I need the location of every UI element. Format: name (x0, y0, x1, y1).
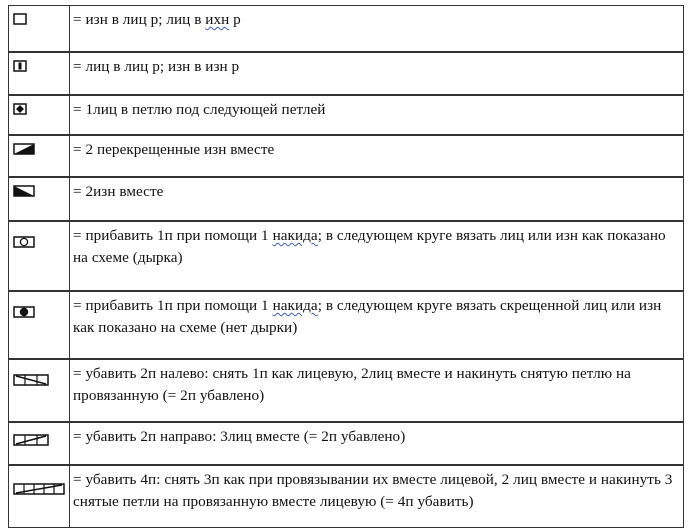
legend-row-knit-below (8, 95, 684, 135)
legend-row-decrease-right (8, 422, 684, 465)
legend-text: = убавить 2п направо: 3лиц вместе (= 2п убавлено) (73, 428, 406, 445)
legend-text (73, 295, 679, 339)
symbol-cell (9, 6, 70, 51)
left-triangle-box-icon (13, 185, 35, 197)
symbol-cell (9, 466, 70, 527)
symbol-cell (9, 222, 70, 290)
legend-row-crossed-purl-two (8, 135, 684, 177)
legend-text: = 1лиц в петлю под следующей петлей (73, 101, 326, 118)
symbol-cell (9, 178, 70, 220)
right-decrease-triple-box-icon (13, 434, 49, 446)
legend-text-part: = изн в лиц р; лиц в (73, 11, 206, 28)
legend-row-purl-knit (8, 5, 684, 52)
legend-row-knit-knit (8, 52, 684, 95)
symbol-cell (9, 96, 70, 134)
legend-row-yarn-over-no-hole (8, 291, 684, 359)
legend-row-purl-two (8, 177, 684, 221)
symbol-cell (9, 423, 70, 464)
filled-circle-double-box-icon (13, 306, 35, 318)
legend-text-part: р (229, 11, 241, 28)
legend-text-flagged: накида (272, 227, 318, 244)
open-circle-double-box-icon (13, 236, 35, 248)
legend-row-decrease-four (8, 465, 684, 528)
legend-text-flagged: накида (272, 297, 318, 314)
legend-row-yarn-over-hole (8, 221, 684, 291)
legend-text-part: = прибавить 1п при помощи 1 (73, 297, 273, 314)
decrease-four-box-icon (13, 483, 65, 495)
empty-square-icon (13, 13, 27, 25)
filled-diamond-square-icon (13, 103, 27, 115)
legend-text: = лиц в лиц р; изн в изн р (73, 58, 240, 75)
vertical-bar-square-icon (13, 60, 27, 72)
symbol-cell (9, 136, 70, 176)
legend-text: = 2изн вместе (73, 183, 164, 200)
legend-text (73, 9, 679, 31)
legend-text-part: ; в следующем круге вязать лиц или изн как показано на схеме (дырка) (73, 227, 666, 266)
legend-text-flagged: ихн (205, 11, 230, 28)
symbol-cell (9, 292, 70, 358)
legend-text: = убавить 2п налево: снять 1п как лицевую, 2лиц вместе и накинуть снятую петлю на провязанную (= 2п убавлено) (73, 365, 631, 404)
legend-row-decrease-left (8, 359, 684, 422)
symbol-cell (9, 360, 70, 421)
legend-text (73, 225, 679, 269)
legend-text-part: ; в следующем круге вязать скрещенной лиц или изн как показано на схеме (нет дырки) (73, 297, 662, 336)
symbol-cell (9, 53, 70, 94)
left-decrease-triple-box-icon (13, 374, 49, 386)
legend-text: = 2 перекрещенные изн вместе (73, 141, 275, 158)
right-triangle-box-icon (13, 143, 35, 155)
legend-text: = убавить 4п: снять 3п как при провязывании их вместе лицевой, 2 лиц вместе и накинуть 3 снятые петли на провязанную вместе лицевую (= 4п убавить) (73, 471, 673, 510)
legend-text-part: = прибавить 1п при помощи 1 (73, 227, 273, 244)
